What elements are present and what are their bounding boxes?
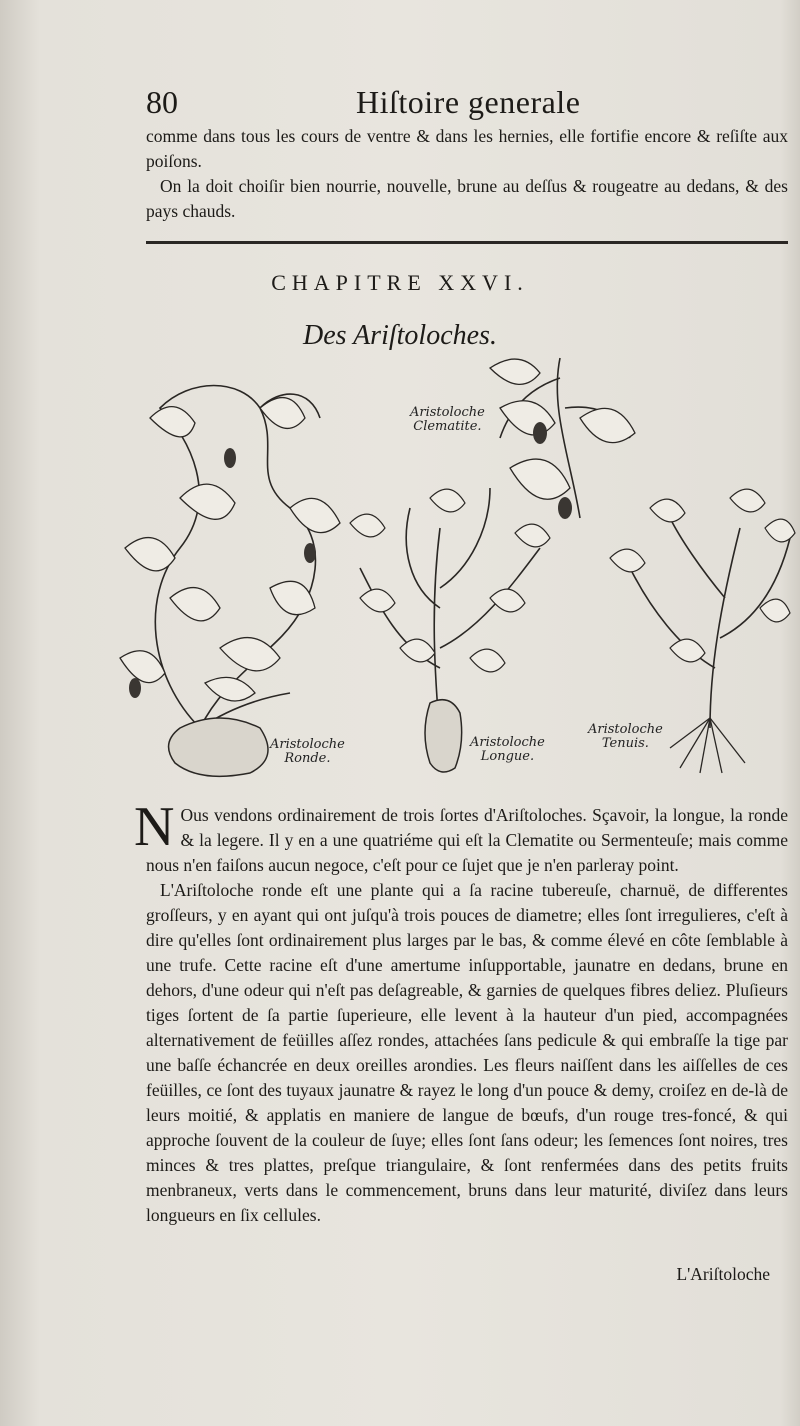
chapter-heading: CHAPITRE XXVI. <box>271 270 529 295</box>
continued-paragraph: comme dans tous les cours de ventre & dans les hernies, elle fortifie encore & reſiſte aux poiſons. <box>146 126 788 171</box>
section-title: Des Ariſtoloches. <box>303 320 497 351</box>
label-line: Aristoloche <box>270 737 345 752</box>
label-line: Clematite. <box>413 419 482 434</box>
page-number: 80 <box>146 84 178 120</box>
label-line: Tenuis. <box>601 736 649 751</box>
label-tenuis <box>588 723 663 751</box>
paragraph: L'Ariſtoloche ronde eſt une plante qui a ſa racine tubereuſe, charnuë, de differentes groſſeurs, y en ayant qui ont juſqu'à trois pouces de diametre; elles ſont irregulieres, c'eſt à dire qu'elles ſont ordinairement plus larges par le bas, & comme élevé en côte ſemblable à une trufe. Cette racine eſt d'une amertume inſupportable, jaunatre en dedans, brune en dehors, d'une odeur qui n'eſt pas deſagreable, & garnies de quelques fibres deliez. Pluſieurs tiges ſortent de ſa partie ſuperieure, elle levent à la hauteur d'un pied, accompagnées alternativement de feüilles aſſez rondes, attachées ſans pedicule & qui embraſſe la tige par une baſſe échancrée en deux oreilles arondies. Les fleurs naiſſent dans les aiſſelles de ces feüilles, ce ſont des tuyaux jaunatre & rayez le long d'un pouce & demy, croiſez en de-là de leurs moitié, & applatis en maniere de langue de bœufs, d'un rouge tres-foncé, & qui approche ſouvent de la couleur de ſuye; elles ſont ſans odeur; les ſemences ſont noires, tres minces & tres plattes, preſque triangulaire, & ſont renfermées dans des petits fruits menbraneux, verts dans le commencement, bruns dans leur maturité, diviſez dans leurs longueurs en ſix cellules. <box>146 880 788 1225</box>
label-ronde <box>270 738 345 766</box>
catchword: L'Ariſtoloche <box>676 1264 770 1284</box>
opening-text: Ous vendons ordinairement de trois ſortes d'Ariſtoloches. Sçavoir, la longue, la ronde & la legere. Il y en a une quatriéme qui eſt la Clematite ou Sermenteuſe; mais comme nous n'en faiſons aucun negoce, c'eſt pour ce ſujet que je n'en parleray point. <box>146 805 788 875</box>
running-head <box>146 84 786 128</box>
botanical-engraving <box>110 348 800 778</box>
paragraph: On la doit choiſir bien nourrie, nouvelle, brune au deſſus & rougeatre au dedans, & des pays chauds. <box>146 176 788 221</box>
label-clematite <box>410 406 485 434</box>
label-line: Aristoloche <box>410 405 485 420</box>
chapter-body <box>134 796 788 1228</box>
opening-paragraph <box>134 796 788 878</box>
section-divider <box>146 241 788 244</box>
label-line: Ronde. <box>284 751 331 766</box>
continued-text <box>146 124 788 224</box>
label-longue <box>470 736 545 764</box>
label-line: Aristoloche <box>588 722 663 737</box>
label-line: Longue. <box>480 749 535 764</box>
running-title: Hiſtoire generale <box>356 84 581 120</box>
drop-cap: N <box>134 796 175 858</box>
label-line: Aristoloche <box>470 735 545 750</box>
